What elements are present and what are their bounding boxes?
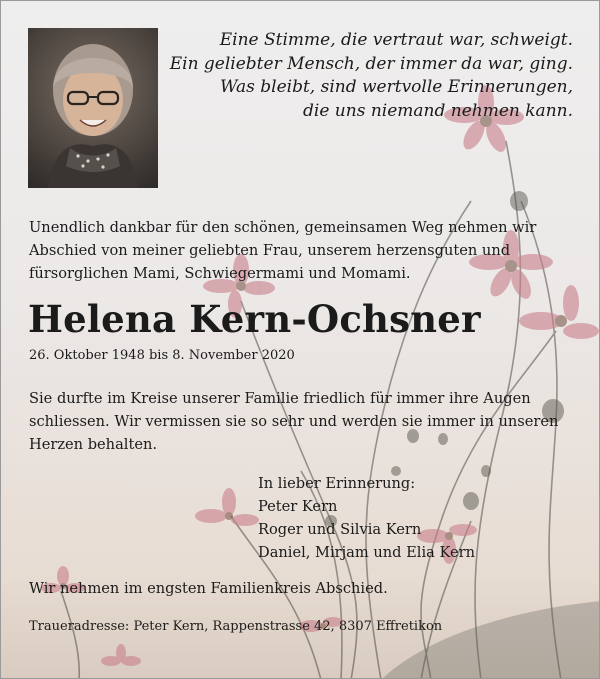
- intro-line: fürsorglichen Mami, Schwiegermami und Momami.: [29, 265, 411, 282]
- closing-statement: Wir nehmen im engsten Familienkreis Abschied.: [29, 580, 388, 597]
- poem-line: Was bleibt, sind wertvolle Erinnerungen,: [220, 77, 573, 97]
- life-dates: 26. Oktober 1948 bis 8. November 2020: [29, 348, 295, 363]
- body-line: Sie durfte im Kreise unserer Familie friedlich für immer ihre Augen: [29, 390, 531, 407]
- mourners-heading: In lieber Erinnerung:: [258, 475, 416, 492]
- intro-paragraph: [29, 216, 569, 285]
- mourner-name: Roger und Silvia Kern: [258, 521, 422, 538]
- body-paragraph: [29, 387, 574, 456]
- mourner-name: Peter Kern: [258, 498, 338, 515]
- intro-line: Abschied von meiner geliebten Frau, unserem herzensguten und: [29, 242, 511, 259]
- body-line: schliessen. Wir vermissen sie so sehr und werden sie immer in unseren: [29, 413, 559, 430]
- poem-line: Ein geliebter Mensch, der immer da war, ging.: [169, 53, 573, 74]
- mourning-address: Traueradresse: Peter Kern, Rappenstrasse 42, 8307 Effretikon: [29, 619, 443, 634]
- mourners-list: [258, 472, 475, 564]
- portrait-image: [28, 28, 158, 188]
- portrait-photo: [28, 28, 158, 188]
- poem: [153, 29, 573, 123]
- deceased-name: Helena Kern-Ochsner: [28, 297, 481, 341]
- poem-line: die uns niemand nehmen kann.: [303, 100, 573, 121]
- body-line: Herzen behalten.: [29, 436, 157, 453]
- mourner-name: Daniel, Mirjam und Elia Kern: [258, 544, 475, 561]
- poem-line: Eine Stimme, die vertraut war, schweigt.: [219, 30, 573, 50]
- intro-line: Unendlich dankbar für den schönen, gemeinsamen Weg nehmen wir: [29, 219, 537, 236]
